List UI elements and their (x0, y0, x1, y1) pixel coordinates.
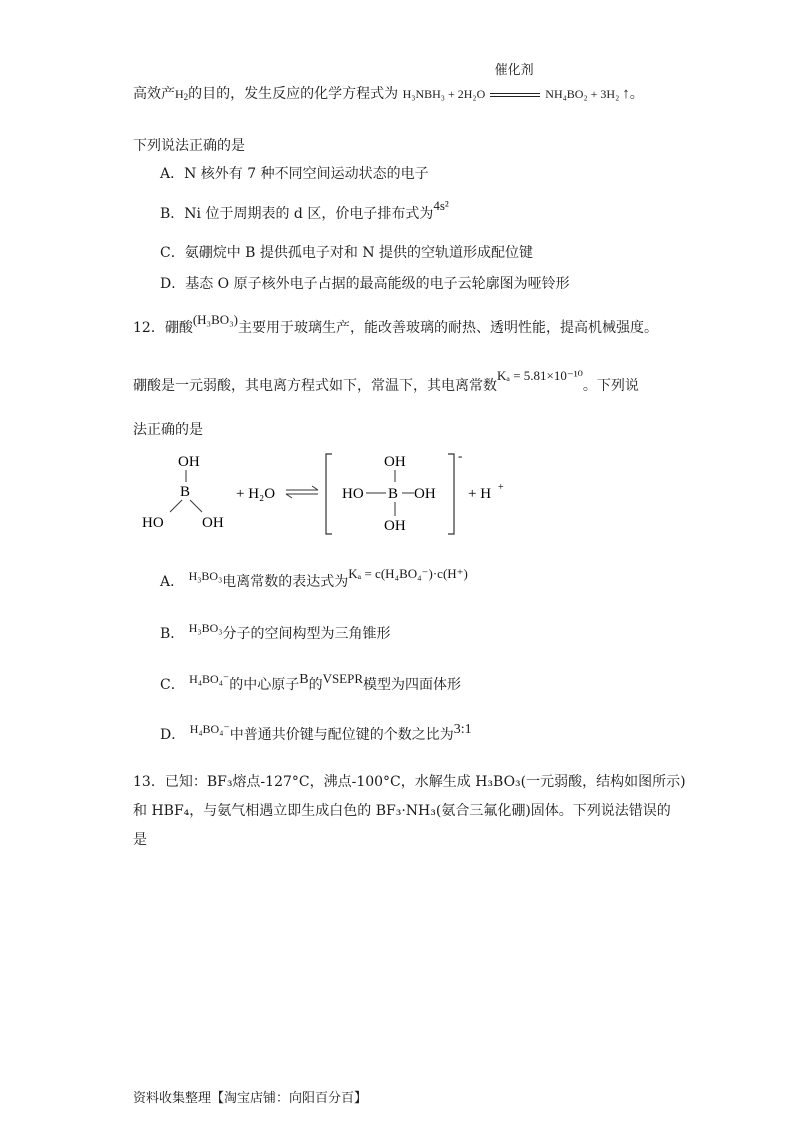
q11-option-c: C．氨硼烷中 B 提供孤电子对和 N 提供的空轨道形成配位键 (160, 245, 534, 261)
option-c-label: C． (160, 677, 185, 693)
q12-line2 (133, 368, 639, 396)
q12-line3: 法正确的是 (133, 422, 203, 438)
q11-intro-mid: 的目的，发生反应的化学方程式为 (188, 86, 399, 102)
option-d-label: D． (160, 727, 186, 743)
option-d-ratio: 3:1 (453, 722, 472, 737)
q11-option-a: A．N 核外有 7 种不同空间运动状态的电子 (160, 166, 429, 182)
option-b-formula: H₃BO₃ (188, 621, 223, 635)
option-c-formula: H₄BO₄⁻ (189, 672, 230, 686)
left-boron: B (180, 484, 191, 500)
option-a-label: A． (160, 574, 185, 590)
q13-line2: 和 HBF₄，与氨气相遇立即生成白色的 BF₃·NH₃(氨合三氟化硼)固体。下列说法错误的 (133, 803, 671, 819)
q12-option-d (160, 722, 472, 746)
option-c-model: VSEPR (322, 671, 364, 686)
q12-option-b (160, 621, 391, 644)
left-ho: HO (142, 515, 164, 531)
option-d-text: 中普通共价键与配位键的个数之比为 (229, 727, 454, 743)
right-ho-left: HO (342, 486, 364, 502)
right-oh-right: OH (414, 486, 436, 502)
right-boron: B (388, 486, 399, 502)
option-a-text: 电离常数的表达式为 (222, 574, 349, 590)
bracket-right (448, 454, 454, 534)
gas-arrow-icon: ↑ (622, 86, 630, 102)
boric-acid-formula: (H₃BO₃) (192, 312, 238, 327)
option-a-expression: Kₐ = c(H₄BO₄⁻)·c(H⁺) (348, 566, 468, 581)
q11-question: 下列说法正确的是 (133, 138, 245, 154)
q12-number: 12．硼酸 (133, 320, 193, 336)
q13-line3: 是 (133, 832, 147, 848)
catalyst-label: 催化剂 (494, 62, 534, 77)
h2-formula: $H_2$ (175, 87, 189, 102)
q12-line2-text: 硼酸是一元弱酸，其电离方程式如下，常温下，其电离常数 (133, 378, 497, 394)
option-a-formula: H₃BO₃ (188, 569, 223, 583)
config-4s2: 4s² (433, 198, 449, 213)
equality-arrow (490, 93, 540, 97)
q11-option-b (160, 198, 449, 224)
q13-line1: 13．已知：BF₃熔点-127°C，沸点-100°C，水解生成 H₃BO₃(一元弱酸，结构如图所示) (133, 774, 686, 790)
left-bond-ll (170, 500, 182, 512)
eq-arrow-bottom-head (286, 494, 292, 498)
proton-charge: + (498, 482, 504, 493)
left-oh-right: OH (202, 515, 224, 531)
q12-intro-rest: 主要用于玻璃生产，能改善玻璃的耐热、透明性能，提高机械强度。 (238, 320, 658, 336)
option-d-formula: H₄BO₄⁻ (189, 722, 230, 736)
option-c-text: 的中心原子 (229, 677, 300, 693)
eq-left: H₃NBH₃ + 2H₂O (402, 87, 486, 101)
bracket-left (326, 454, 332, 534)
q11-option-d: D．基态 O 原子核外电子占据的最高能级的电子云轮廓图为哑铃形 (160, 276, 570, 292)
plus-water: + H₂O (236, 486, 276, 502)
eq-arrow-top-head (312, 486, 318, 490)
q12-option-c (160, 671, 462, 696)
ka-value: Kₐ = 5.81×10⁻¹⁰ (497, 368, 583, 383)
plus-proton: + H (468, 486, 492, 502)
eq-right: NH₄BO₂ + 3H₂ (545, 87, 620, 101)
right-oh-bottom: OH (384, 518, 406, 534)
ionization-diagram (0, 448, 800, 538)
reaction-equation (402, 62, 630, 104)
option-c-text3: 模型为四面体形 (363, 677, 462, 693)
bracket-charge: - (458, 448, 463, 463)
q12-line2-end: 。下列说 (582, 378, 639, 394)
right-oh-top: OH (384, 454, 406, 470)
left-bond-lr (190, 500, 202, 512)
q12-option-a (160, 566, 468, 592)
q12-intro (133, 312, 658, 338)
option-c-atom: B (299, 672, 309, 687)
option-c-text2: 的 (308, 677, 323, 693)
option-b-text: 分子的空间构型为三角锥形 (222, 626, 391, 642)
q11-intro (133, 62, 644, 107)
q11-intro-prefix: 高效产 (133, 86, 175, 102)
option-b-label: B． (160, 626, 185, 642)
q11-end: 。 (629, 86, 644, 102)
page-footer: 资料收集整理【淘宝店铺：向阳百分百】 (133, 1091, 368, 1106)
q11-option-b-text: B．Ni 位于周期表的 d 区，价电子排布式为 (160, 206, 434, 222)
left-oh-top: OH (178, 454, 200, 470)
